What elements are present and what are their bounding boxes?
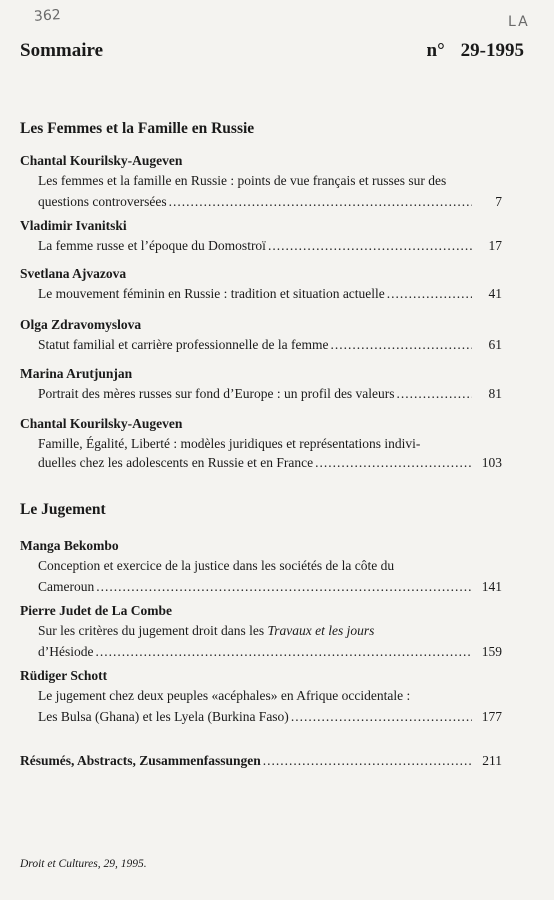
entry-title [20,171,502,211]
work-title: Travaux et les jours [267,623,375,638]
entry-title-line: Statut familial et carrière professionnelle de la femme [38,337,329,352]
leader-dots [387,284,472,303]
entry-title-line: questions controversées [38,194,167,209]
leader-dots [331,335,472,354]
entry-page: 81 [488,386,502,401]
entry-author: Manga Bekombo [20,538,119,553]
toc-entry [20,264,502,303]
leader-dots [268,236,472,255]
entry-title-line: Les femmes et la famille en Russie : points de vue français et russes sur des [38,173,447,188]
entry-title-line: d’Hésiode [38,644,94,659]
entry-author: Vladimir Ivanitski [20,218,127,233]
footer-citation: Droit et Cultures, 29, 1995. [20,858,147,870]
section-heading: Le Jugement [20,501,106,518]
entry-author: Chantal Kourilsky-Augeven [20,153,183,168]
leader-dots [397,384,472,403]
entry-title-line: Le mouvement féminin en Russie : tradition et situation actuelle [38,286,385,301]
leader-dots [315,453,472,472]
entry-author: Pierre Judet de La Combe [20,603,172,618]
number-label: n° [426,40,445,61]
entry-page: 41 [488,286,502,301]
entry-page: 159 [481,644,502,659]
toc-entry [20,666,502,726]
toc-entry [20,151,502,211]
entry-title-line: Le jugement chez deux peuples «acéphales» en Afrique occidentale : [38,688,411,703]
entry-page: 103 [481,455,502,470]
handwritten-note-left: 362 [33,7,62,25]
leader-dots [291,707,472,726]
entry-title-line: La femme russe et l’époque du Domostroï [38,238,266,253]
entry-author: Svetlana Ajvazova [20,266,127,281]
entry-page: 141 [481,579,502,594]
entry-author: Marina Arutjunjan [20,366,133,381]
toc-entry [20,601,502,661]
handwritten-note-right: LA [508,14,530,30]
toc-entry [20,216,502,255]
leader-dots [263,751,472,770]
leader-dots [95,642,472,661]
toc-entry [20,536,502,596]
issue-number [427,40,525,62]
entry-page: 61 [488,337,502,352]
summary-entry [20,751,502,770]
toc-entry [20,414,502,472]
issue-label: 29-1995 [460,40,524,61]
page-title: Sommaire [20,40,104,61]
entry-title-line: Cameroun [38,579,95,594]
summary-label: Résumés, Abstracts, Zusammenfassungen [20,753,261,768]
toc-entry [20,364,502,403]
section-heading: Les Femmes et la Famille en Russie [20,120,255,137]
entry-page: 177 [481,709,502,724]
summary-page: 211 [482,753,502,768]
entry-title-line: Conception et exercice de la justice dans les sociétés de la côte du [38,558,395,573]
toc-entry [20,315,502,354]
entry-page: 7 [495,194,502,209]
entry-author: Olga Zdravomyslova [20,317,142,332]
leader-dots [96,577,472,596]
entry-title-line: Portrait des mères russes sur fond d’Europe : un profil des valeurs [38,386,395,401]
entry-author: Chantal Kourilsky-Augeven [20,416,183,431]
entry-title-line: duelles chez les adolescents en Russie et en France [38,455,314,470]
entry-page: 17 [488,238,502,253]
leader-dots [169,192,472,211]
entry-title-line: Sur les critères du jugement droit dans les Travaux et les jours [38,623,375,638]
entry-title-line: Les Bulsa (Ghana) et les Lyela (Burkina Faso) [38,709,289,724]
entry-author: Rüdiger Schott [20,668,108,683]
entry-title-line: Famille, Égalité, Liberté : modèles juridiques et représentations indivi- [38,436,421,451]
